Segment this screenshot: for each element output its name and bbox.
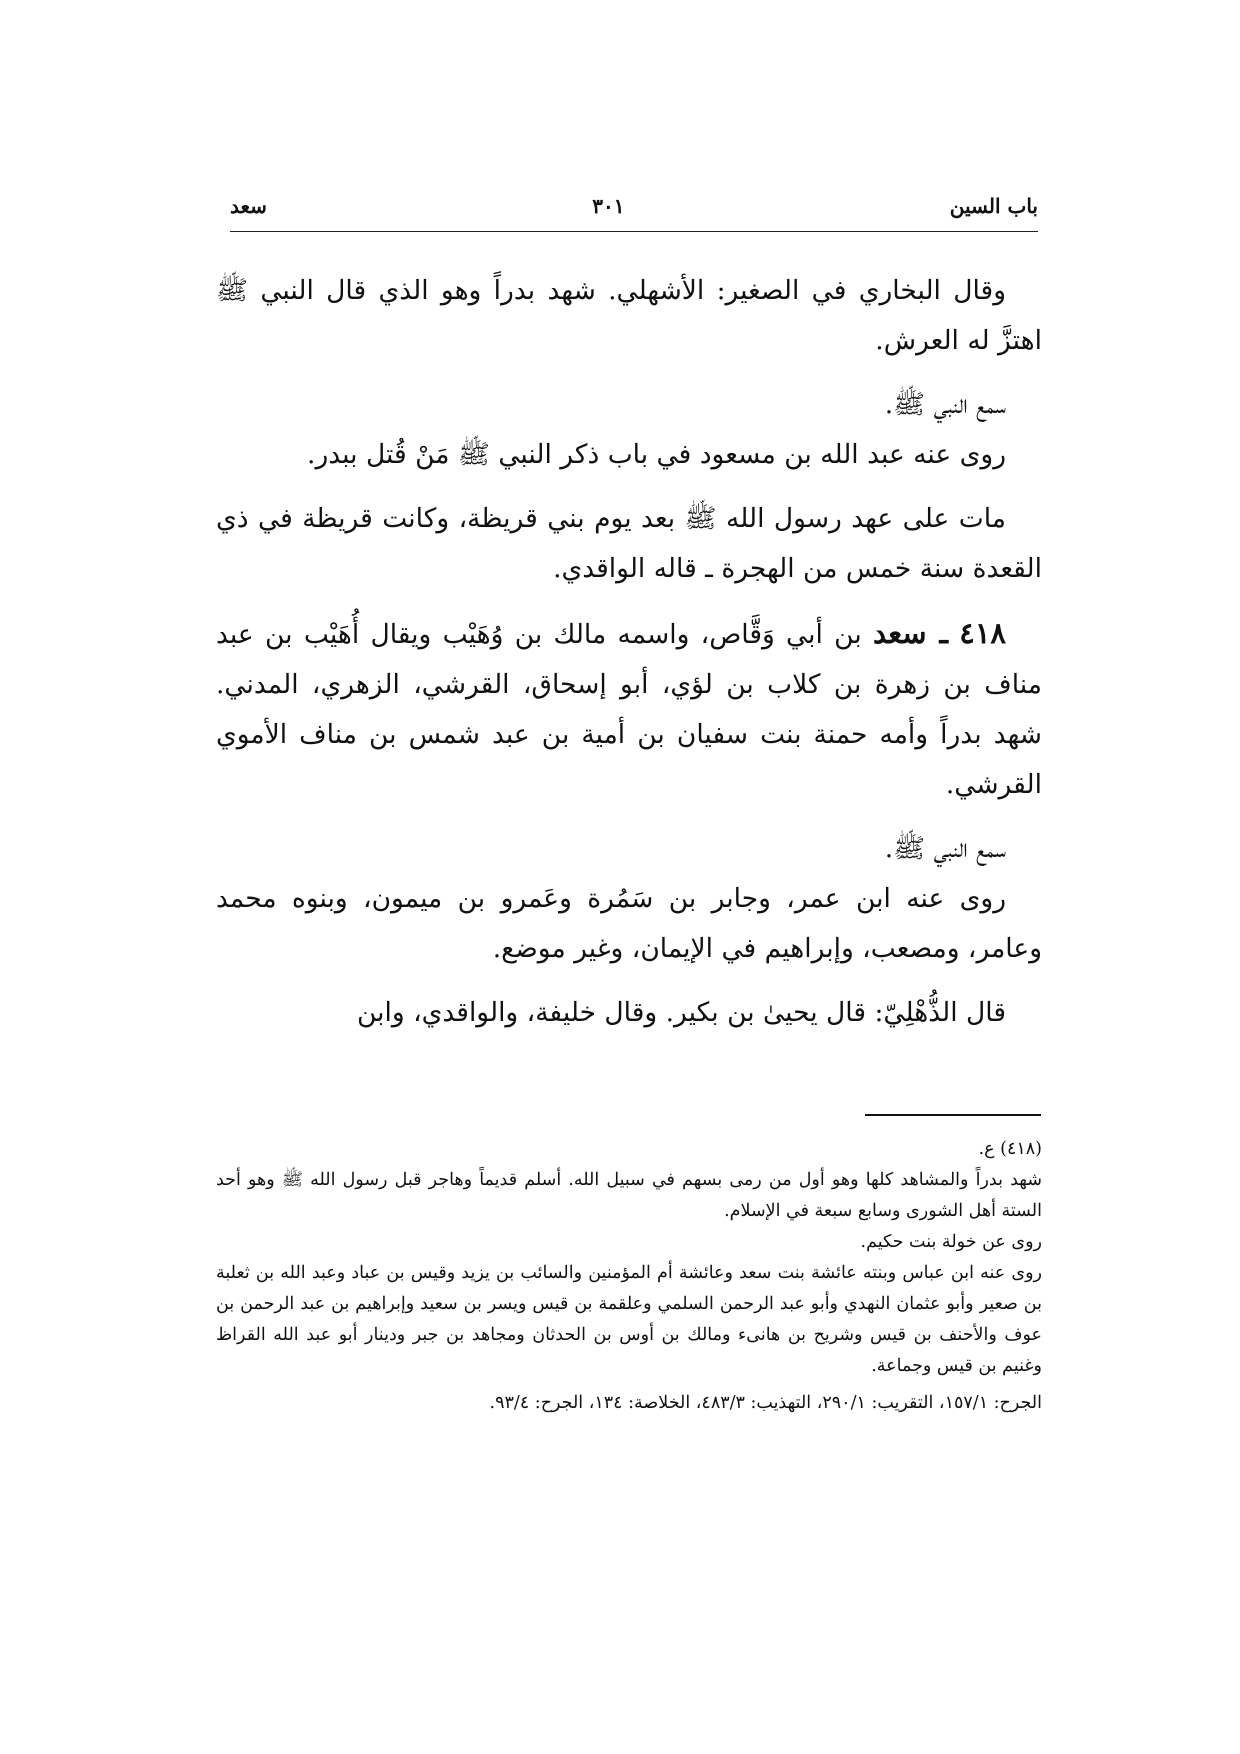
- paragraph: قال الذُّهْلِيّ: قال يحيىٰ بن بكير. وقال خليفة، والواقدي، وابن: [356, 997, 1006, 1028]
- entry-text: بن أبي وَقَّاص، واسمه مالك بن وُهَيْب ويقال أُهَيْب بن عبد مناف بن زهرة بن كلاب بن لؤي، أبو إسحاق، القرشي، الزهري، المدني. شهد بدراً وأمه حمنة بنت سفيان بن أمية بن عبد شمس بن مناف الأموي القرشي.: [216, 619, 1042, 800]
- main-text: [216, 266, 1042, 1038]
- footnote-references: الجرح: ١٥٧/١، التقريب: ٢٩٠/١، التهذيب: ٤٨٣/٣، الخلاصة: ١٣٤، الجرح: ٩٣/٤.: [489, 1393, 1042, 1413]
- footnote-line: روى عنه ابن عباس وبنته عائشة بنت سعد وعائشة أم المؤمنين والسائب بن يزيد وقيس بن عباد وعبد الله بن ثعلبة بن صعير وأبو عثمان النهدي وأبو عبد الرحمن السلمي وعلقمة بن قيس ويسر بن سعيد وإبراهيم بن عبد الرحمن بن عوف والأحنف بن قيس وشريح بن هانىء ومالك بن أوس بن الحدثان ومجاهد بن جبر ودينار أبو عبد الله القراظ وغنيم بن قيس وجماعة.: [216, 1263, 1042, 1376]
- entry-name-header: سعد: [230, 194, 267, 218]
- footnote-divider: [865, 1114, 1041, 1116]
- entry-paragraph: [216, 608, 1042, 810]
- entry-number: ٤١٨: [959, 616, 1006, 650]
- paragraph: روى عنه عبد الله بن مسعود في باب ذكر النبي ﷺ مَنْ قُتل ببدر.: [307, 439, 1006, 470]
- footnote-ref: (٤١٨) ع.: [978, 1139, 1042, 1159]
- paragraph: روى عنه ابن عمر، وجابر بن سَمُرة وعَمرو بن ميمون، وبنوه محمد وعامر، ومصعب، وإبراهيم في الإيمان، وغير موضع.: [216, 883, 1042, 964]
- footnotes: [216, 1134, 1042, 1419]
- footnote-line: شهد بدراً والمشاهد كلها وهو أول من رمى بسهم في سبيل الله. أسلم قديماً وهاجر قبل رسول الله ﷺ وهو أحد الستة أهل الشورى وسابع سبعة في الإسلام.: [216, 1170, 1042, 1221]
- paragraph: مات على عهد رسول الله ﷺ بعد يوم بني قريظة، وكانت قريظة في ذي القعدة سنة خمس من الهجرة ـ قاله الواقدي.: [216, 503, 1042, 584]
- running-header: [230, 194, 1038, 218]
- footnote-line: روى عن خولة بنت حكيم.: [860, 1232, 1042, 1252]
- entry-heading: ـ سعد: [873, 616, 948, 650]
- chapter-title: باب السين: [949, 194, 1038, 218]
- page-number: ٣٠١: [592, 194, 625, 218]
- paragraph: سمع النبي ﷺ.: [884, 389, 1006, 420]
- paragraph: سمع النبي ﷺ.: [884, 833, 1006, 864]
- header-divider: [230, 231, 1038, 232]
- paragraph: وقال البخاري في الصغير: الأشهلي. شهد بدراً وهو الذي قال النبي ﷺ اهتزَّ له العرش.: [216, 275, 1042, 356]
